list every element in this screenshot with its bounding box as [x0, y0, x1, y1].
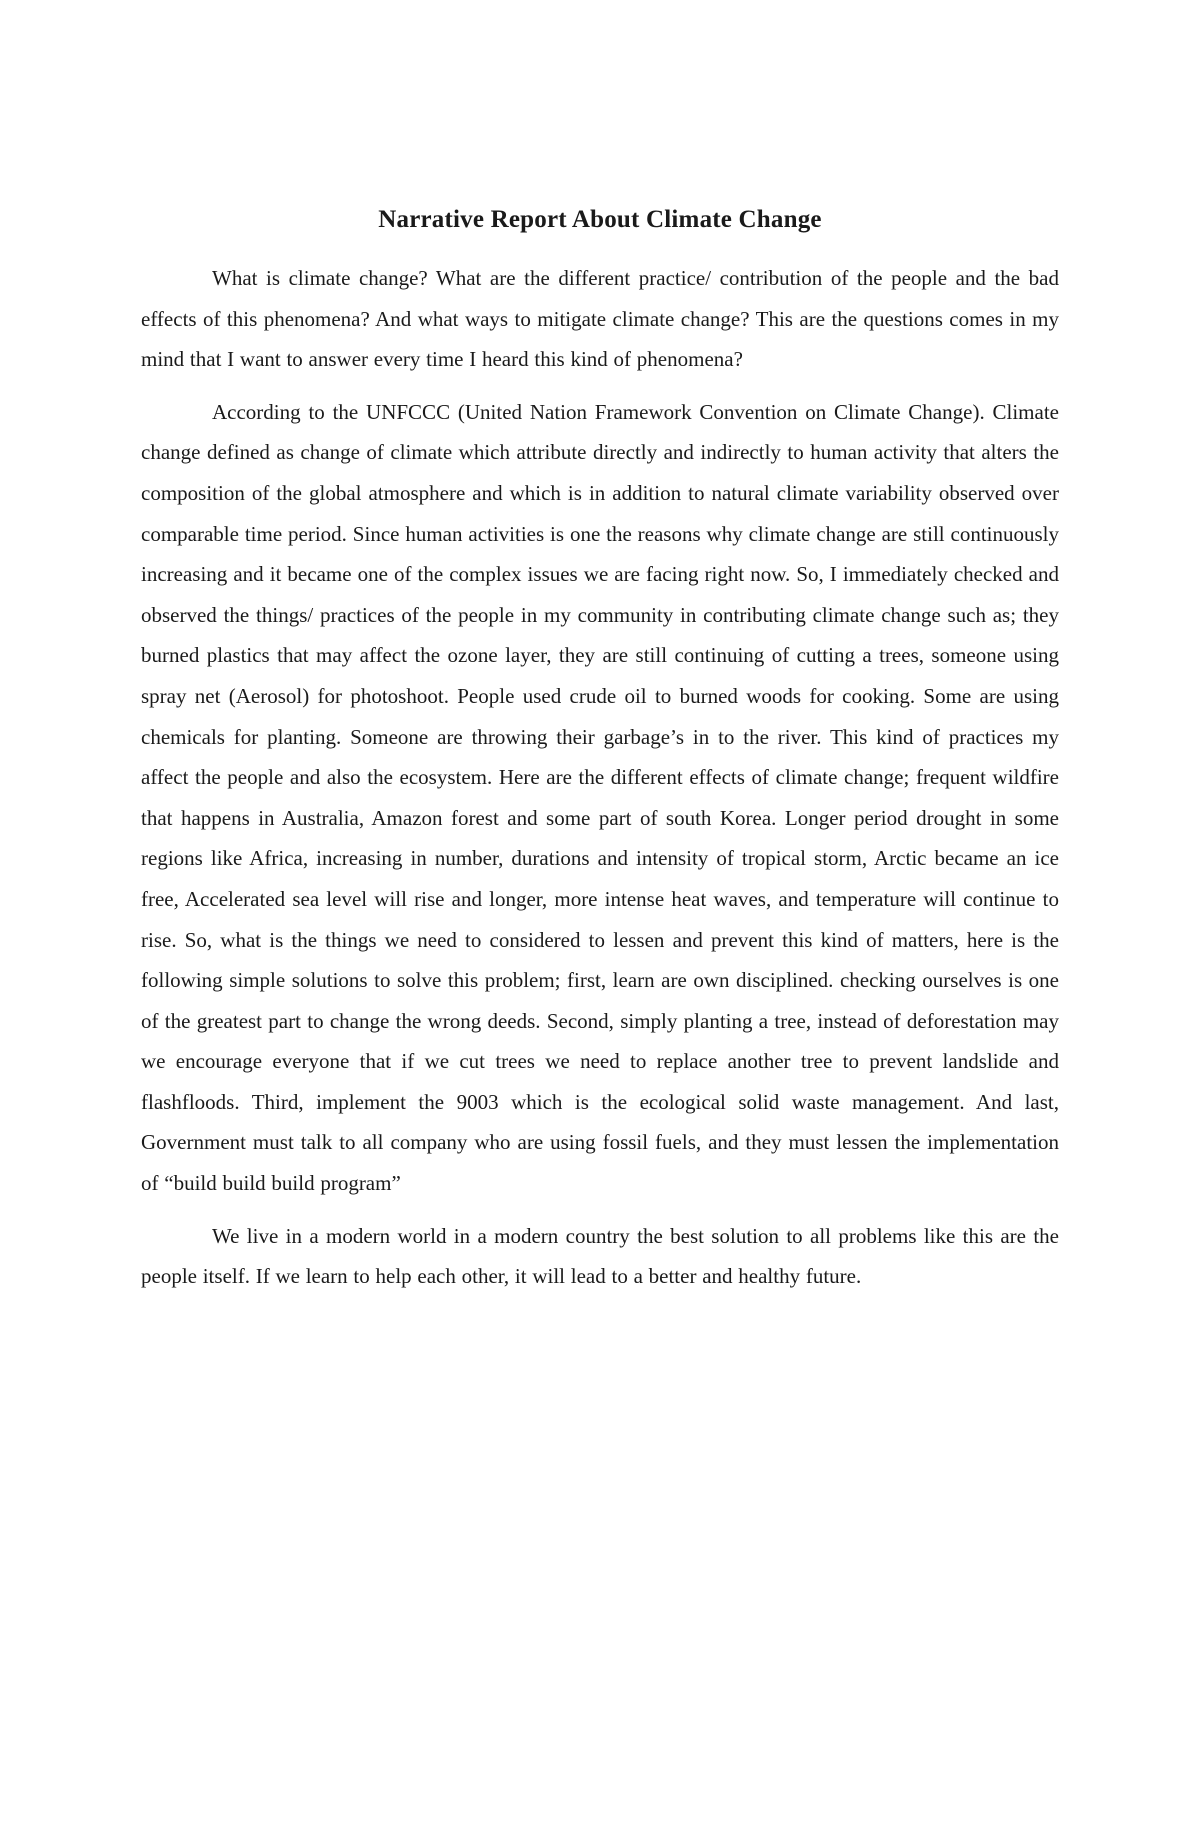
paragraph-conclusion: We live in a modern world in a modern country the best solution to all problems like this are the people itself. If we learn to help each other, it will lead to a better and healthy future.	[141, 1223, 1059, 1289]
document-body	[141, 200, 1059, 1309]
paragraph-body: According to the UNFCCC (United Nation Framework Convention on Climate Change). Climate change defined as change of climate which attribute directly and indirectly to human activity that alters the composition of the global atmosphere and which is in addition to natural climate variability observed over comparable time period. Since human activities is one the reasons why climate change are still continuously increasing and it became one of the complex issues we are facing right now. So, I immediately checked and observed the things/ practices of the people in my community in contributing climate change such as; they burned plastics that may affect the ozone layer, they are still continuing of cutting a trees, someone using spray net (Aerosol) for photoshoot. People used crude oil to burned woods for cooking. Some are using chemicals for planting. Someone are throwing their garbage’s in to the river. This kind of practices my affect the people and also the ecosystem. Here are the different effects of climate change; frequent wildfire that happens in Australia, Amazon forest and some part of south Korea. Longer period drought in some regions like Africa, increasing in number, durations and intensity of tropical storm, Arctic became an ice free, Accelerated sea level will rise and longer, more intense heat waves, and temperature will continue to rise. So, what is the things we need to considered to lessen and prevent this kind of matters, here is the following simple solutions to solve this problem; first, learn are own disciplined. checking ourselves is one of the greatest part to change the wrong deeds. Second, simply planting a tree, instead of deforestation may we encourage everyone that if we cut trees we need to replace another tree to prevent landslide and flashfloods. Third, implement the 9003 which is the ecological solid waste management. And last, Government must talk to all company who are using fossil fuels, and they must lessen the implementation of “build build build program”	[141, 399, 1059, 1196]
document-title: Narrative Report About Climate Change	[378, 206, 822, 233]
paragraph-intro: What is climate change? What are the different practice/ contribution of the people and the bad effects of this phenomena? And what ways to mitigate climate change? This are the questions comes in my mind that I want to answer every time I heard this kind of phenomena?	[141, 266, 1059, 372]
